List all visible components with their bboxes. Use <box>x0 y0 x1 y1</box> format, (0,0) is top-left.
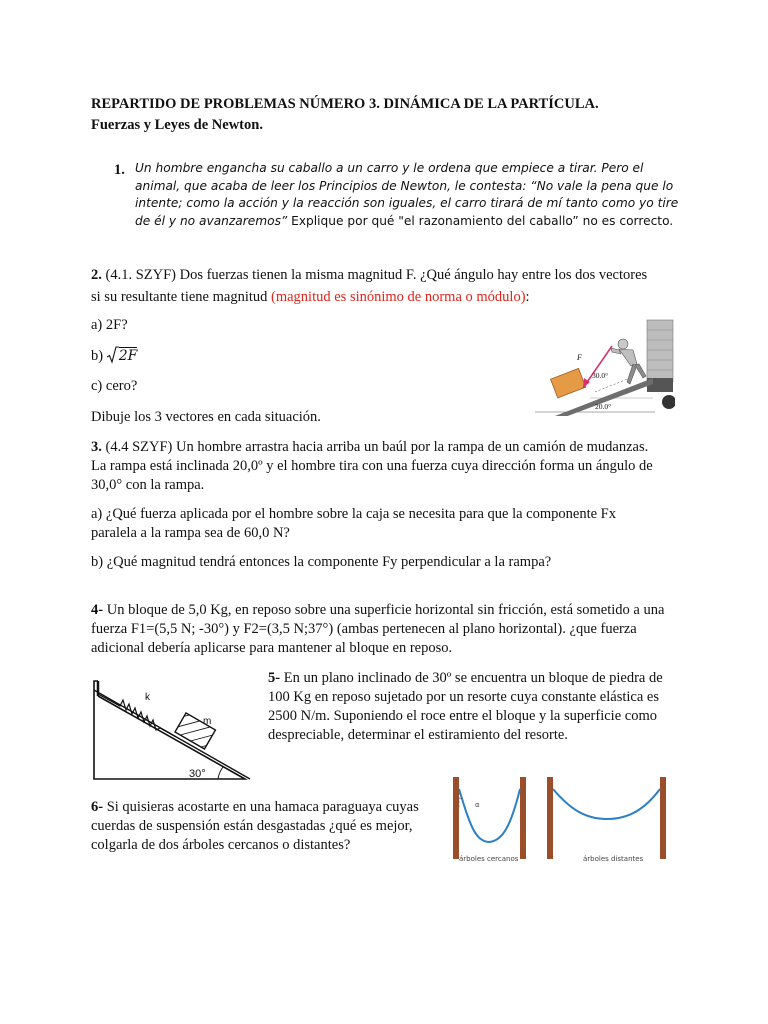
p2-option-c: c) cero? <box>91 378 138 394</box>
problem-4-number: 4- <box>91 602 104 618</box>
p3-line-2: La rampa está inclinada 20,0º y el hombre tira con una fuerza cuya dirección forma un ángulo de <box>91 458 653 474</box>
p6-line-3: colgarla de dos árboles cercanos o distantes? <box>91 837 351 853</box>
p2-line-2: si su resultante tiene magnitud <box>91 289 272 305</box>
p5-line-4: despreciable, determinar el estiramiento del resorte. <box>268 727 568 743</box>
ramp-angle-label: 20.0° <box>595 402 612 411</box>
tree-right-1 <box>547 777 553 859</box>
spring-label: k <box>145 692 150 703</box>
p2-line-1: (4.1. SZYF) Dos fuerzas tienen la misma magnitud F. ¿Qué ángulo hay entre los dos vectores <box>101 267 648 283</box>
p6-line-2: cuerdas de suspensión están desgastadas ¿qué es mejor, <box>91 818 413 834</box>
p5-line-2: 100 Kg en reposo sujetado por un resorte cuya constante elástica es <box>268 689 659 705</box>
problem-6-text <box>91 798 431 855</box>
caption-distant-trees: árboles distantes <box>583 855 644 863</box>
document-title <box>91 94 599 136</box>
sqrt-symbol <box>107 346 119 364</box>
problem-2-number: 2. <box>91 267 102 283</box>
tree-right-2 <box>660 777 666 859</box>
problem-4-text <box>91 601 691 658</box>
truck-wheel <box>662 395 675 409</box>
hammock-figure <box>445 775 670 867</box>
truck-body <box>647 320 673 382</box>
p3-question-a <box>91 505 691 543</box>
p1-line-2: animal, que acaba de leer los Principios de Newton, le contesta: “No vale la pena que lo <box>135 178 674 193</box>
p1-line-4a: de él y no avanzaremos” <box>135 213 288 228</box>
problem-6-number: 6- <box>91 799 104 815</box>
crate <box>551 368 586 397</box>
spring-incline-figure <box>90 676 255 786</box>
problem-1-text <box>135 160 695 230</box>
p2-option-b <box>91 346 137 366</box>
p1-line-1: Un hombre engancha su caballo a un carro y le ordena que empiece a tirar. Pero el <box>135 161 644 175</box>
p1-line-4b: Explique por qué "el razonamiento del caballo” no es correcto. <box>287 213 674 228</box>
hammock-close <box>459 789 520 842</box>
force-angle-label: 30.0° <box>592 371 609 380</box>
p1-line-3: intente; como la acción y la reacción son iguales, el carro tirará de mí tanto como yo tire <box>135 196 679 210</box>
title-line-1: REPARTIDO DE PROBLEMAS NÚMERO 3. DINÁMICA DE LA PARTÍCULA. <box>91 96 599 112</box>
angle-arc <box>218 767 223 779</box>
spring <box>98 694 176 737</box>
p4-line-1: Un bloque de 5,0 Kg, en reposo sobre una superficie horizontal sin fricción, está sometido a una <box>103 602 665 618</box>
problem-1-number: 1. <box>114 162 125 178</box>
incline-angle-label: 30° <box>189 768 206 780</box>
p3-line-1: (4.4 SZYF) Un hombre arrastra hacia arriba un baúl por la rampa de un camión de mudanzas. <box>101 439 649 455</box>
caption-close-trees: árboles cercanos <box>459 855 519 863</box>
mass-label: m <box>203 716 212 727</box>
incline-outline <box>94 681 245 779</box>
p5-line-3: 2500 N/m. Suponiendo el roce entre el bloque y la superficie como <box>268 708 657 724</box>
p2-option-b-prefix: b) <box>91 348 107 364</box>
p2-red-note: (magnitud es sinónimo de norma o módulo) <box>271 289 526 305</box>
hammock-distant <box>553 789 660 819</box>
p4-line-3: adicional debería aplicarse para mantener al bloque en reposo. <box>91 640 453 656</box>
title-line-2: Fuerzas y Leyes de Newton. <box>91 117 263 133</box>
p2-colon: : <box>525 289 530 305</box>
force-label: F <box>577 353 582 362</box>
problem-3-text <box>91 438 691 495</box>
problem-5-text <box>268 669 688 745</box>
problem-2-text <box>91 266 691 307</box>
alpha-label: α <box>475 801 480 809</box>
p3-line-3: 30,0° con la rampa. <box>91 477 205 493</box>
p5-line-1: En un plano inclinado de 30º se encuentra un bloque de piedra de <box>280 670 663 686</box>
p4-line-2: fuerza F1=(5,5 N; -30°) y F2=(3,5 N;37°) (ambas pertenecen al plano horizontal). ¿que fuerza <box>91 621 637 637</box>
p2-draw-instruction: Dibuje los 3 vectores en cada situación. <box>91 409 321 425</box>
p2-option-a: a) 2F? <box>91 317 128 333</box>
ramp-figure <box>535 316 675 416</box>
p3-a-line-1: a) ¿Qué fuerza aplicada por el hombre sobre la caja se necesita para que la componente Fx <box>91 506 616 522</box>
p6-line-1: Si quisieras acostarte en una hamaca paraguaya cuyas <box>103 799 419 815</box>
p3-a-line-2: paralela a la rampa sea de 60,0 N? <box>91 525 290 541</box>
problem-3-number: 3. <box>91 439 102 455</box>
p3-question-b: b) ¿Qué magnitud tendrá entonces la componente Fy perpendicular a la rampa? <box>91 554 552 570</box>
problem-5-number: 5- <box>268 670 281 686</box>
man-figure <box>611 339 646 384</box>
p2-option-b-math: 2F <box>118 348 138 364</box>
